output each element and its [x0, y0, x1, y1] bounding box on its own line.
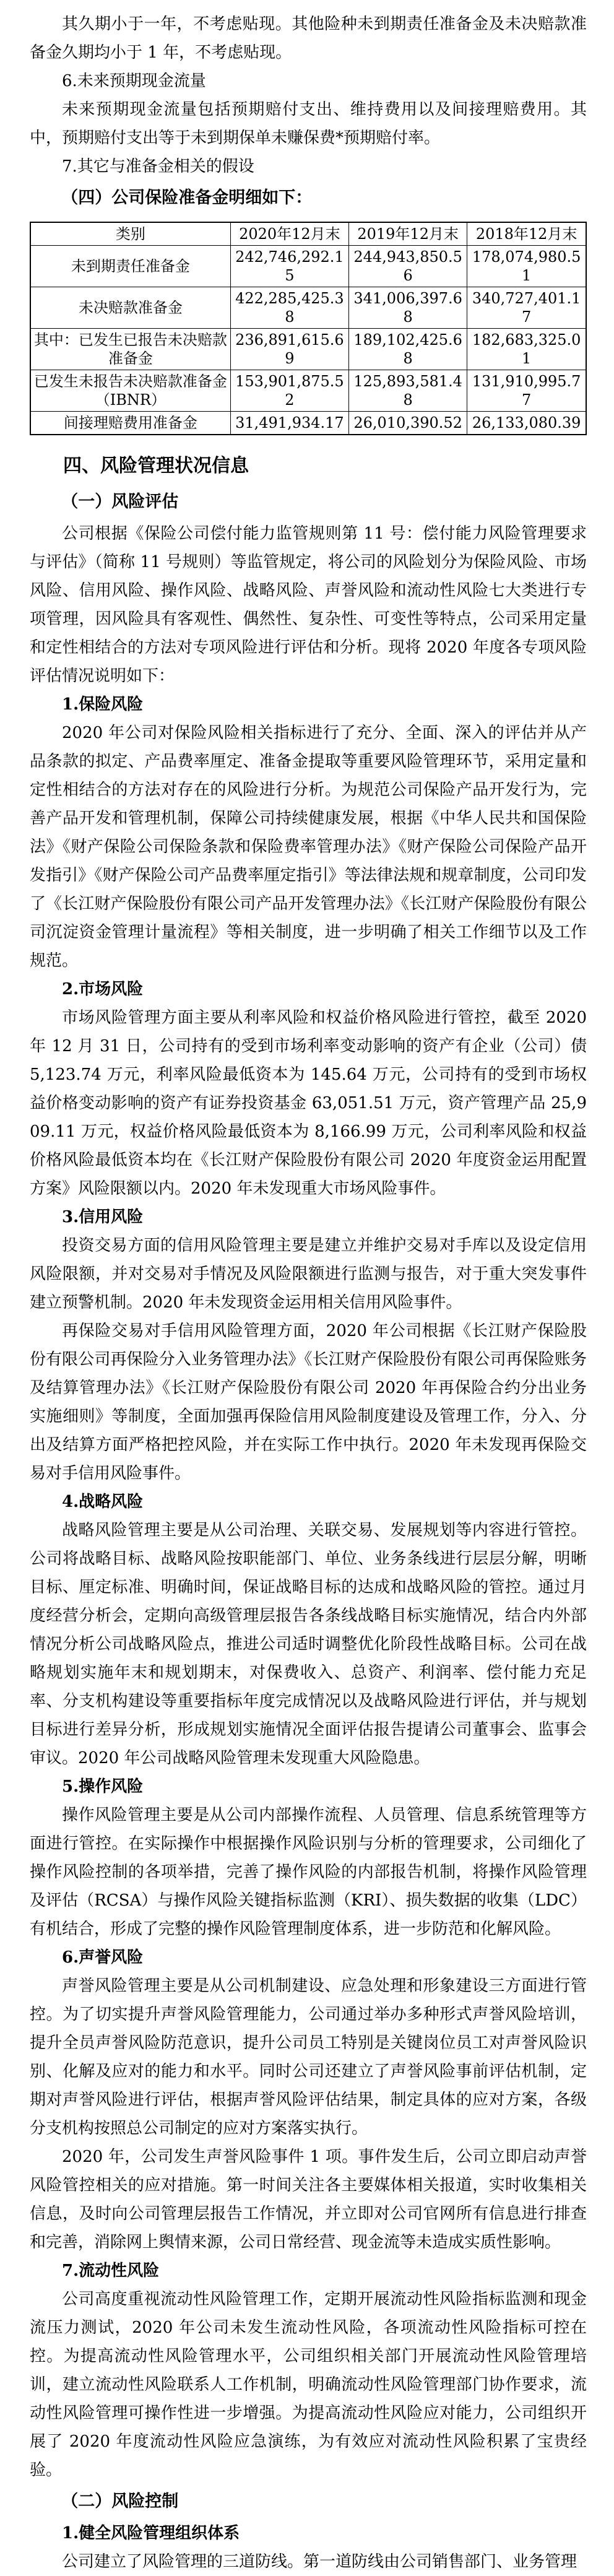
item-other-assumptions: 7.其它与准备金相关的假设 [62, 157, 254, 176]
paragraph-risk-org-system: 公司建立了风险管理的三道防线。第一道防线由公司销售部门、业务管理 [62, 2552, 577, 2571]
table-cell-value: 26,133,080.39 [467, 412, 586, 435]
table-row-ibnr-reserve [30, 370, 586, 412]
table-cell-value: 340,727,401.17 [467, 287, 586, 329]
table-cell-value: 182,683,325.01 [467, 329, 586, 370]
table-cell-label: 间接理赔费用准备金 [30, 412, 230, 435]
table-header-row [30, 222, 586, 246]
table-cell-value: 26,010,390.52 [349, 412, 467, 435]
paragraph-liquidity-risk: 公司高度重视流动性风险管理工作，定期开展流动性风险指标监测和现金流压力测试，2020 年公司未发生流动性风险，各项流动性风险指标可控在控。为提高流动性风险管理水平，公司组织相关部门开展流动性风险管理培训，建立流动性风险联系人工作机制，明确流动性风险管理部门协作要求，流动性风险管理可操作性进一步增强。为提高流动性风险应对能力，公司组织开展了 2020 年度流动性风险应急演练，为有效应对流动性风险积累了宝贵经验。 [30, 2290, 587, 2479]
table-header-category: 类别 [30, 222, 230, 246]
reserve-detail-table [30, 222, 587, 435]
table-row-reported-claims-reserve [30, 329, 586, 370]
table-cell-value: 242,746,292.15 [230, 246, 348, 287]
heading-liquidity-risk: 7.流动性风险 [62, 2262, 160, 2280]
table-header-2018: 2018年12月末 [467, 222, 586, 246]
paragraph-reserve-duration: 其久期小于一年，不考虑贴现。其他险种未到期责任准备金及未决赔款准备金久期均小于 1 年，不考虑贴现。 [30, 15, 587, 62]
heading-insurance-risk: 1.保险风险 [62, 695, 144, 714]
table-cell-label: 未决赔款准备金 [30, 287, 230, 329]
item-future-cash-flow: 6.未来预期现金流量 [62, 72, 206, 90]
heading-risk-org-system: 1.健全风险管理组织体系 [62, 2524, 240, 2543]
paragraph-insurance-risk: 2020 年公司对保险风险相关指标进行了充分、全面、深入的评估并从产品条款的拟定、产品费率厘定、准备金提取等重要风险管理环节，采用定量和定性相结合的方法对存在的风险进行分析。为规范公司保险产品开发行为，完善产品开发和管理机制，保障公司持续健康发展，根据《中华人民共和国保险法》《财产保险公司保险条款和保险费率管理办法》《财产保险公司保险产品开发指引》《财产保险公司产品费率厘定指引》等法律法规和规章制度，公司印发了《长江财产保险股份有限公司产品开发管理办法》《长江财产保险股份有限公司沉淀资金管理计量流程》等相关制度，进一步明确了相关工作细节以及工作规范。 [30, 724, 587, 970]
table-cell-value: 153,901,875.52 [230, 370, 348, 412]
paragraph-reputation-risk-event: 2020 年，公司发生声誉风险事件 1 项。事件发生后，公司立即启动声誉风险管控相关的应对措施。第一时间关注各主要媒体相关报道，实时收集相关信息，及时向公司管理层报告工作情况，并立即对公司官网所有信息进行排查和完善，消除网上舆情来源，公司日常经营、现金流等未造成实质性影响。 [30, 2148, 587, 2252]
paragraph-strategic-risk: 战略风险管理主要是从公司治理、关联交易、发展规划等内容进行管控。公司将战略目标、战略风险按职能部门、单位、业务条线进行层层分解，明晰目标、厘定标准、明确时间，保证战略目标的达成和战略风险的管控。通过月度经营分析会，定期向高级管理层报告各条线战略目标实施情况，结合内外部情况分析公司战略风险点，推进公司适时调整优化阶段性战略目标。公司在战略规划实施年末和规划期末，对保费收入、总资产、利润率、偿付能力充足率、分支机构建设等重要指标年度完成情况以及战略风险进行评估，并与规划目标进行差异分析，形成规划实施情况全面评估报告提请公司董事会、监事会审议。2020 年公司战略风险管理未发现重大风险隐患。 [30, 1521, 587, 1767]
table-cell-value: 125,893,581.48 [349, 370, 467, 412]
heading-strategic-risk: 4.战略风险 [62, 1493, 144, 1511]
paragraph-future-cash-flow: 未来预期现金流量包括预期赔付支出、维持费用以及间接理赔费用。其中，预期赔付支出等于未到期保单未赚保费*预期赔付率。 [30, 100, 587, 147]
paragraph-reputation-risk-management: 声誉风险管理主要是从公司机制建设、应急处理和形象建设三方面进行管控。为了切实提升声誉风险管理能力，公司通过举办多种形式声誉风险培训，提升全员声誉风险防范意识，提升公司员工特别是关键岗位员工对声誉风险识别、化解及应对的能力和水平。同时公司还建立了声誉风险事前评估机制，定期对声誉风险进行评估，根据声誉风险评估结果，制定具体的应对方案，各级分支机构按照总公司制定的应对方案落实执行。 [30, 1977, 587, 2138]
table-header-2020: 2020年12月末 [230, 222, 348, 246]
paragraph-operational-risk: 操作风险管理主要是从公司内部操作流程、人员管理、信息系统管理等方面进行管控。在实际操作中根据操作风险识别与分析的管理要求，公司细化了操作风险控制的各项举措，完善了操作风险的内部报告机制，将操作风险管理及评估（RCSA）与操作风险关键指标监测（KRI）、损失数据的收集（LDC）有机结合，形成了完整的操作风险管理制度体系，进一步防范和化解风险。 [30, 1806, 587, 1938]
table-cell-value: 244,943,850.56 [349, 246, 467, 287]
table-cell-value: 131,910,995.77 [467, 370, 586, 412]
heading-risk-management-status: 四、风险管理状况信息 [63, 456, 249, 476]
table-cell-value: 31,491,934.17 [230, 412, 348, 435]
table-row-indirect-claims-expense-reserve [30, 412, 586, 435]
table-row-outstanding-claims-reserve [30, 287, 586, 329]
heading-operational-risk: 5.操作风险 [62, 1777, 144, 1796]
paragraph-market-risk: 市场风险管理方面主要从利率风险和权益价格风险进行管控，截至 2020 年 12 月 31 日，公司持有的受到市场利率变动影响的资产有企业（公司）债 5,123.74 万元，利率风险最低资本为 145.64 万元，公司持有的受到市场权益价格变动影响的资产有证券投资基金 63,051.51 万元，资产管理产品 25,909.11 万元，权益价格风险最低资本为 8,166.99 万元，公司利率风险和权益价格风险最低资本均在《长江财产保险股份有限公司 2020 年度资金运用配置方案》风险限额以内。2020 年未发现重大市场风险事件。 [30, 1008, 587, 1198]
heading-market-risk: 2.市场风险 [62, 980, 144, 999]
paragraph-credit-risk-investment: 投资交易方面的信用风险管理主要是建立并维护交易对手库以及设定信用风险限额，并对交易对手情况及风险限额进行监测与报告，对于重大突发事件建立预警机制。2020 年未发现资金运用相关信用风险事件。 [30, 1236, 587, 1312]
table-cell-label: 未到期责任准备金 [30, 246, 230, 287]
heading-risk-control: （二）风险控制 [61, 2492, 179, 2511]
paragraph-credit-risk-reinsurance: 再保险交易对手信用风险管理方面，2020 年公司根据《长江财产保险股份有限公司再保险分入业务管理办法》《长江财产保险股份有限公司再保险账务及结算管理办法》《长江财产保险股份有限公司 2020 年再保险合约分出业务实施细则》等制度，全面加强再保险信用风险制度建设及管理工作，分入、分出及结算方面严格把控风险，并在实际工作中执行。2020 年未发现再保险交易对手信用风险事件。 [30, 1322, 587, 1483]
heading-risk-assessment: （一）风险评估 [61, 492, 179, 511]
table-header-2019: 2019年12月末 [349, 222, 467, 246]
heading-reserve-detail: （四）公司保险准备金明细如下： [61, 188, 313, 207]
heading-credit-risk: 3.信用风险 [62, 1208, 144, 1226]
heading-reputation-risk: 6.声誉风险 [62, 1948, 144, 1967]
table-cell-value: 189,102,425.68 [349, 329, 467, 370]
table-cell-label: 已发生未报告未决赔款准备金（IBNR） [30, 370, 230, 412]
table-cell-value: 341,006,397.68 [349, 287, 467, 329]
table-row-unearned-premium-reserve [30, 246, 586, 287]
table-cell-value: 422,285,425.38 [230, 287, 348, 329]
paragraph-risk-assessment-intro: 公司根据《保险公司偿付能力监管规则第 11 号：偿付能力风险管理要求与评估》（简称 11 号规则）等监管规定，将公司的风险划分为保险风险、市场风险、信用风险、操作风险、战略风险、声誉风险和流动性风险七大类进行专项管理，因风险具有客观性、偶然性、复杂性、可变性等特点，公司采用定量和定性相结合的方法对专项风险进行评估和分析。现将 2020 年度各专项风险评估情况说明如下： [30, 524, 587, 685]
table-cell-value: 236,891,615.69 [230, 329, 348, 370]
table-cell-label: 其中：已发生已报告未决赔款准备金 [30, 329, 230, 370]
table-cell-value: 178,074,980.51 [467, 246, 586, 287]
